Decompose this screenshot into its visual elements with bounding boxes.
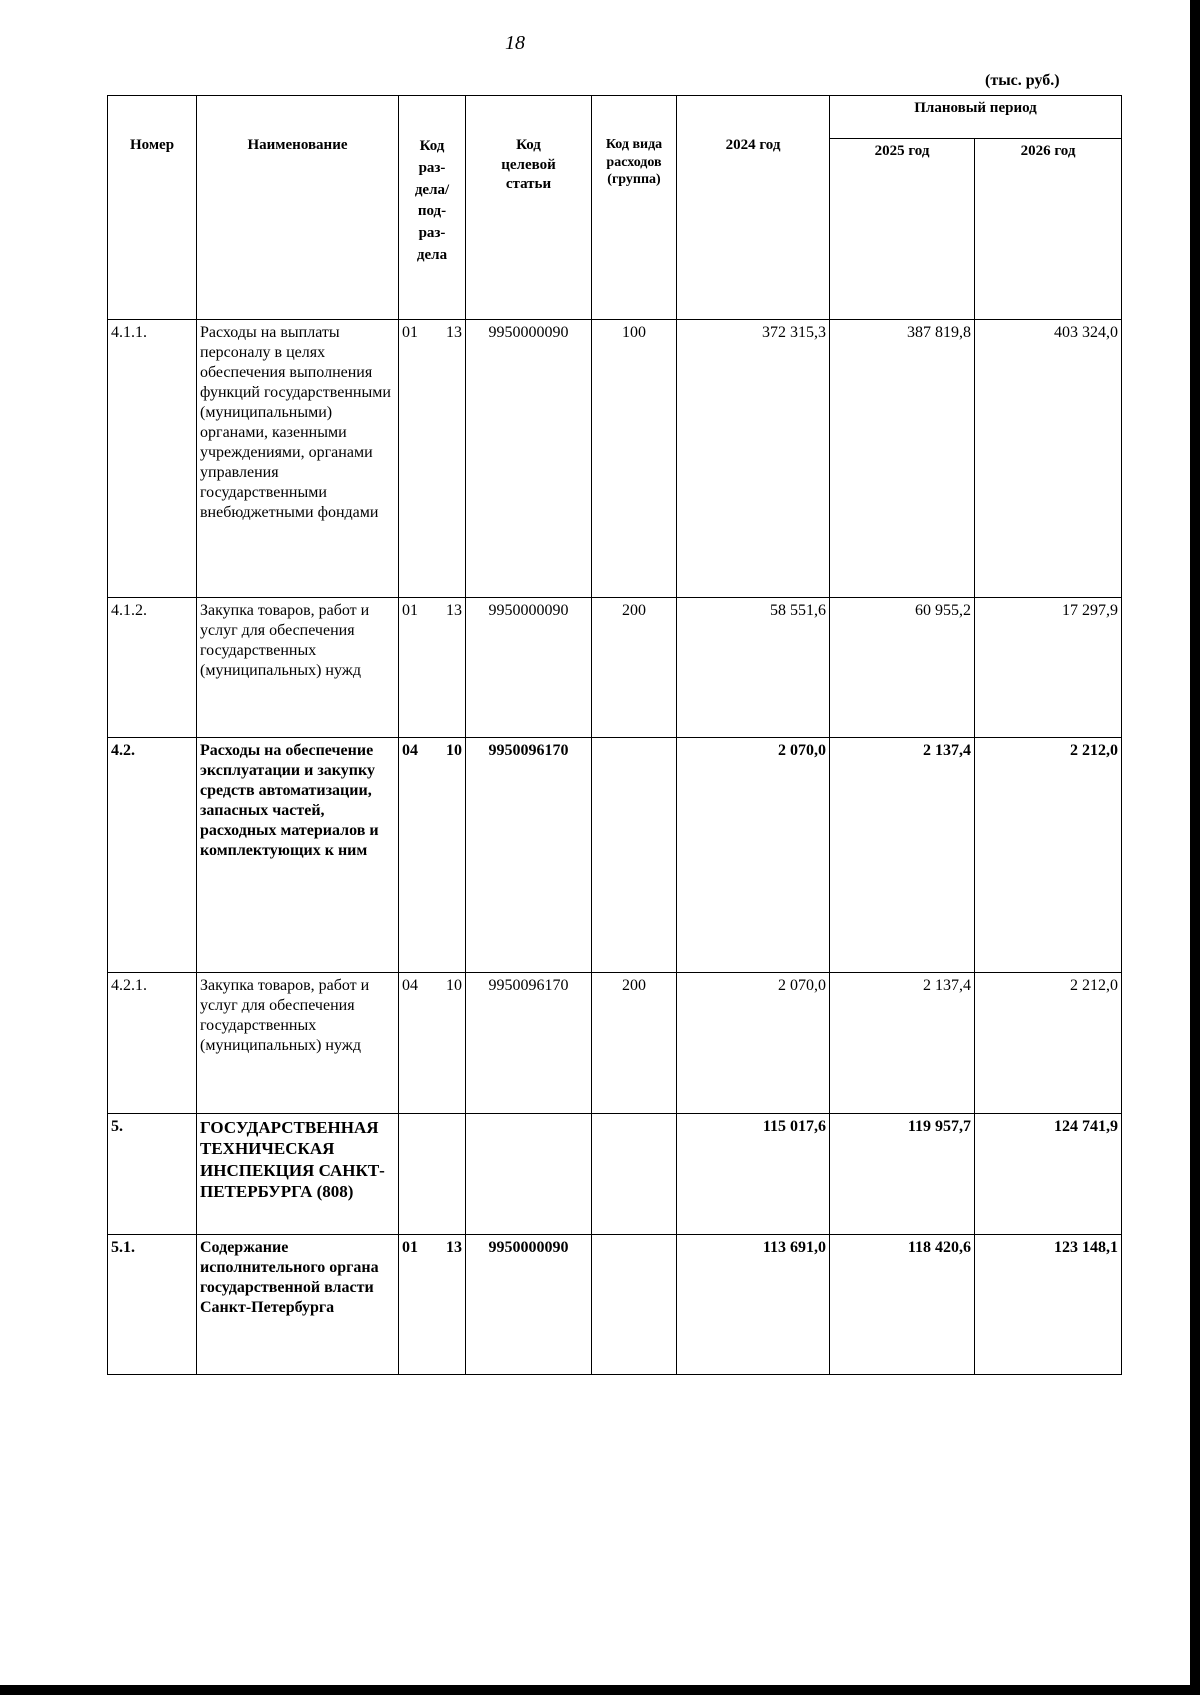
table-row <box>108 973 1122 1114</box>
row-value-2026: 123 148,1 <box>975 1235 1122 1375</box>
units-label: (тыс. руб.) <box>985 72 1060 89</box>
row-value-2025: 2 137,4 <box>830 973 975 1114</box>
table-row <box>108 1235 1122 1375</box>
row-value-2024: 2 070,0 <box>677 973 830 1114</box>
header-target-code: Код целевой статьи <box>466 96 592 320</box>
row-expense-type: 200 <box>592 973 677 1114</box>
scan-border-right <box>1190 0 1200 1695</box>
row-section-code <box>399 598 466 738</box>
subsection: 10 <box>446 977 462 994</box>
table-row <box>108 320 1122 598</box>
row-value-2025: 387 819,8 <box>830 320 975 598</box>
row-expense-type: 100 <box>592 320 677 598</box>
row-target-code: 9950096170 <box>466 738 592 973</box>
table-row <box>108 598 1122 738</box>
row-value-2025: 118 420,6 <box>830 1235 975 1375</box>
scan-border-bottom <box>0 1685 1200 1695</box>
header-year-2024: 2024 год <box>677 96 830 320</box>
row-number: 4.1.1. <box>108 320 197 598</box>
row-expense-type <box>592 1114 677 1235</box>
row-expense-type <box>592 738 677 973</box>
subsection: 13 <box>446 324 462 341</box>
row-value-2026: 17 297,9 <box>975 598 1122 738</box>
row-expense-type <box>592 1235 677 1375</box>
row-number: 4.2. <box>108 738 197 973</box>
header-section-code: Код раз- дела/ под- раз- дела <box>399 96 466 320</box>
row-value-2026: 2 212,0 <box>975 738 1122 973</box>
row-section-code <box>399 973 466 1114</box>
row-number: 4.2.1. <box>108 973 197 1114</box>
section: 01 <box>402 324 418 341</box>
row-target-code: 9950000090 <box>466 1235 592 1375</box>
row-name: Закупка товаров, работ и услуг для обеспечения государственных (муниципальных) нужд <box>197 598 399 738</box>
table-row <box>108 1114 1122 1235</box>
row-section-code <box>399 320 466 598</box>
row-name: Расходы на обеспечение эксплуатации и закупку средств автоматизации, запасных частей, расходных материалов и комплектующих к ним <box>197 738 399 973</box>
row-expense-type: 200 <box>592 598 677 738</box>
header-planned-period: Плановый период <box>830 96 1122 139</box>
row-value-2025: 60 955,2 <box>830 598 975 738</box>
header-year-2026: 2026 год <box>975 139 1122 320</box>
row-number: 5.1. <box>108 1235 197 1375</box>
row-name: ГОСУДАРСТВЕННАЯ ТЕХНИЧЕСКАЯ ИНСПЕКЦИЯ САНКТ-ПЕТЕРБУРГА (808) <box>197 1114 399 1235</box>
row-value-2024: 2 070,0 <box>677 738 830 973</box>
row-value-2024: 372 315,3 <box>677 320 830 598</box>
row-value-2024: 115 017,6 <box>677 1114 830 1235</box>
row-number: 5. <box>108 1114 197 1235</box>
row-value-2024: 113 691,0 <box>677 1235 830 1375</box>
row-name: Расходы на выплаты персоналу в целях обеспечения выполнения функций государственными (муниципальными) органами, казенными учреждениями, органами управления государственными внебюджетными фондами <box>197 320 399 598</box>
section: 01 <box>402 602 418 619</box>
section: 04 <box>402 742 418 759</box>
row-value-2025: 119 957,7 <box>830 1114 975 1235</box>
row-value-2026: 124 741,9 <box>975 1114 1122 1235</box>
row-target-code <box>466 1114 592 1235</box>
header-expense-type: Код вида расходов (группа) <box>592 96 677 320</box>
row-target-code: 9950000090 <box>466 320 592 598</box>
row-number: 4.1.2. <box>108 598 197 738</box>
table-row <box>108 738 1122 973</box>
header-name: Наименование <box>197 96 399 320</box>
row-name: Закупка товаров, работ и услуг для обеспечения государственных (муниципальных) нужд <box>197 973 399 1114</box>
row-section-code <box>399 738 466 973</box>
subsection: 13 <box>446 1239 462 1256</box>
row-value-2024: 58 551,6 <box>677 598 830 738</box>
header-number: Номер <box>108 96 197 320</box>
subsection: 13 <box>446 602 462 619</box>
row-value-2025: 2 137,4 <box>830 738 975 973</box>
row-section-code <box>399 1235 466 1375</box>
row-target-code: 9950096170 <box>466 973 592 1114</box>
row-value-2026: 403 324,0 <box>975 320 1122 598</box>
table-header <box>108 96 1122 320</box>
budget-table <box>107 95 1122 1375</box>
subsection: 10 <box>446 742 462 759</box>
header-year-2025: 2025 год <box>830 139 975 320</box>
row-target-code: 9950000090 <box>466 598 592 738</box>
section: 01 <box>402 1239 418 1256</box>
section: 04 <box>402 977 418 994</box>
row-value-2026: 2 212,0 <box>975 973 1122 1114</box>
row-name: Содержание исполнительного органа государственной власти Санкт-Петербурга <box>197 1235 399 1375</box>
page-number: 18 <box>505 32 525 54</box>
row-section-code <box>399 1114 466 1235</box>
